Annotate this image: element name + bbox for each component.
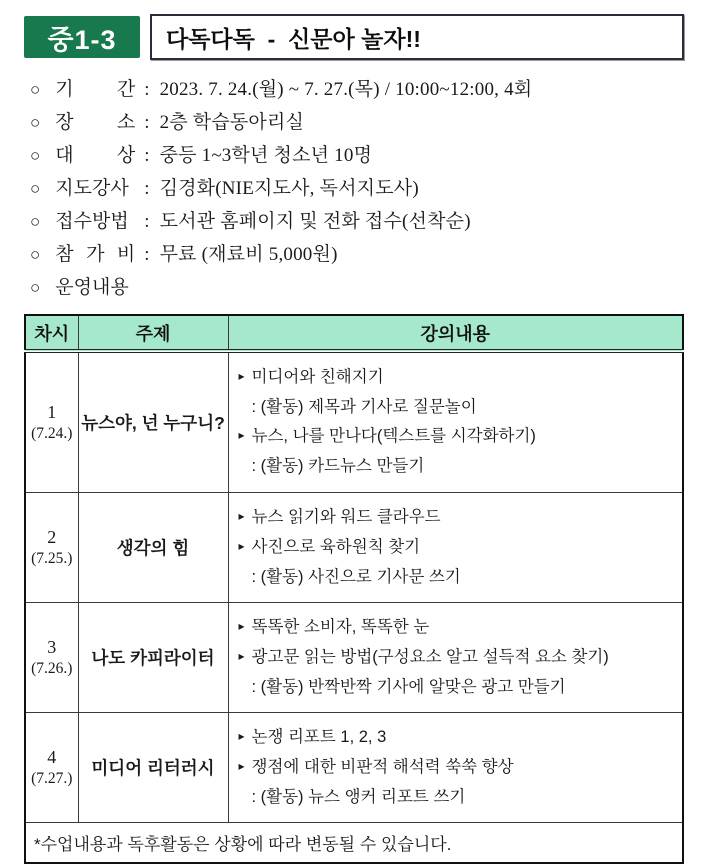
content-text: 광고문 읽는 방법(구성요소 알고 설득적 요소 찾기): [251, 647, 609, 666]
content-cell: [228, 712, 683, 822]
session-cell: [25, 602, 78, 712]
info-colon: :: [144, 145, 150, 166]
circle-bullet-icon: ○: [30, 146, 41, 165]
session-date: (7.27.): [31, 769, 73, 787]
session-number: 4: [47, 747, 57, 768]
info-row: [30, 73, 684, 106]
session-date: (7.26.): [31, 659, 73, 677]
info-label: 참 가 비: [55, 244, 136, 265]
info-label: 장 소: [55, 112, 136, 133]
topic-cell: 나도 카피라이터: [78, 602, 228, 712]
content-text: 사진으로 육하원칙 찾기: [251, 537, 421, 556]
info-colon: :: [144, 79, 150, 100]
info-row: [30, 106, 684, 139]
info-value: 김경화(NIE지도사, 독서지도사): [159, 178, 419, 199]
info-value: 도서관 홈페이지 및 전화 접수(선착순): [159, 211, 471, 232]
content-bullet-line: [239, 753, 675, 783]
content-cell: [228, 602, 683, 712]
schedule-row: [25, 602, 683, 712]
info-row: [30, 205, 684, 238]
content-bullet-line: [239, 723, 675, 753]
session-cell: [25, 712, 78, 822]
session-date: (7.24.): [31, 424, 73, 442]
triangle-bullet-icon: ▸: [238, 728, 245, 743]
content-text: : (활동) 카드뉴스 만들기: [251, 457, 425, 476]
circle-bullet-icon: ○: [30, 212, 41, 231]
info-value: 2층 학습동아리실: [159, 112, 305, 133]
change-notice: *수업내용과 독후활동은 상황에 따라 변동될 수 있습니다.: [25, 822, 683, 863]
info-label: 기 간: [55, 79, 136, 100]
content-bullet-line: [239, 503, 675, 533]
triangle-bullet-icon: ▸: [238, 428, 245, 443]
content-sub-line: [239, 393, 675, 422]
content-sub-line: [239, 452, 675, 481]
content-bullet-line: [239, 422, 675, 452]
content-text: : (활동) 반짝반짝 기사에 알맞은 광고 만들기: [251, 677, 566, 696]
circle-bullet-icon: ○: [30, 179, 41, 198]
column-header-content: 강의내용: [228, 315, 683, 351]
info-label: 대 상: [55, 145, 136, 166]
schedule-row: [25, 351, 683, 492]
circle-bullet-icon: ○: [30, 80, 41, 99]
info-value: 2023. 7. 24.(월) ~ 7. 27.(목) / 10:00~12:00, 4회: [159, 79, 533, 100]
triangle-bullet-icon: ▸: [238, 618, 245, 633]
schedule-row: [25, 712, 683, 822]
content-sub-line: [239, 673, 675, 702]
column-header-topic: 주제: [78, 315, 228, 351]
content-text: : (활동) 뉴스 앵커 리포트 쓰기: [251, 787, 466, 806]
grade-badge: 중1-3: [24, 16, 140, 58]
info-row: [30, 139, 684, 172]
info-colon: :: [144, 178, 150, 199]
session-number: 2: [47, 527, 57, 548]
content-bullet-line: [239, 533, 675, 563]
topic-cell: 뉴스야, 넌 누구니?: [78, 351, 228, 492]
content-sub-line: [239, 563, 675, 592]
info-value: 중등 1~3학년 청소년 10명: [159, 145, 373, 166]
content-bullet-line: [239, 613, 675, 643]
schedule-table-header: [25, 315, 683, 351]
content-text: : (활동) 사진으로 기사문 쓰기: [251, 567, 461, 586]
topic-cell: 생각의 힘: [78, 492, 228, 602]
content-text: : (활동) 제목과 기사로 질문놀이: [251, 398, 477, 417]
info-row: [30, 238, 684, 271]
triangle-bullet-icon: ▸: [238, 369, 245, 384]
content-text: 쟁점에 대한 비판적 해석력 쑥쑥 향상: [251, 757, 514, 776]
schedule-row: [25, 492, 683, 602]
triangle-bullet-icon: ▸: [238, 538, 245, 553]
schedule-table: [24, 314, 684, 864]
session-date: (7.25.): [31, 549, 73, 567]
content-cell: [228, 492, 683, 602]
content-text: 논쟁 리포트 1, 2, 3: [251, 727, 387, 746]
content-bullet-line: [239, 363, 675, 393]
content-sub-line: [239, 783, 675, 812]
content-cell: [228, 351, 683, 492]
circle-bullet-icon: ○: [30, 245, 41, 264]
info-colon: :: [144, 244, 150, 265]
session-cell: [25, 351, 78, 492]
info-label: 지도강사: [55, 178, 129, 199]
info-row: [30, 271, 684, 304]
triangle-bullet-icon: ▸: [238, 508, 245, 523]
triangle-bullet-icon: ▸: [238, 648, 245, 663]
info-value: 무료 (재료비 5,000원): [159, 244, 338, 265]
topic-cell: 미디어 리터러시: [78, 712, 228, 822]
session-number: 3: [47, 637, 57, 658]
info-row: [30, 172, 684, 205]
info-colon: :: [144, 112, 150, 133]
schedule-table-body: [25, 351, 683, 822]
info-label: 접수방법: [55, 211, 129, 232]
triangle-bullet-icon: ▸: [238, 758, 245, 773]
document-header: [24, 14, 684, 60]
content-text: 뉴스, 나를 만나다(텍스트를 시각화하기): [251, 427, 536, 446]
session-number: 1: [47, 402, 57, 423]
circle-bullet-icon: ○: [30, 278, 41, 297]
session-cell: [25, 492, 78, 602]
program-title: 다독다독 - 신문아 놀자!!: [150, 14, 684, 60]
content-text: 뉴스 읽기와 워드 클라우드: [251, 507, 441, 526]
info-list: [30, 73, 684, 304]
info-colon: :: [144, 211, 150, 232]
info-label: 운영내용: [55, 277, 129, 298]
content-text: 미디어와 친해지기: [251, 368, 384, 387]
circle-bullet-icon: ○: [30, 113, 41, 132]
column-header-session: 차시: [25, 315, 78, 351]
table-footer-row: [25, 822, 683, 863]
content-bullet-line: [239, 643, 675, 673]
content-text: 똑똑한 소비자, 똑똑한 눈: [251, 617, 430, 636]
